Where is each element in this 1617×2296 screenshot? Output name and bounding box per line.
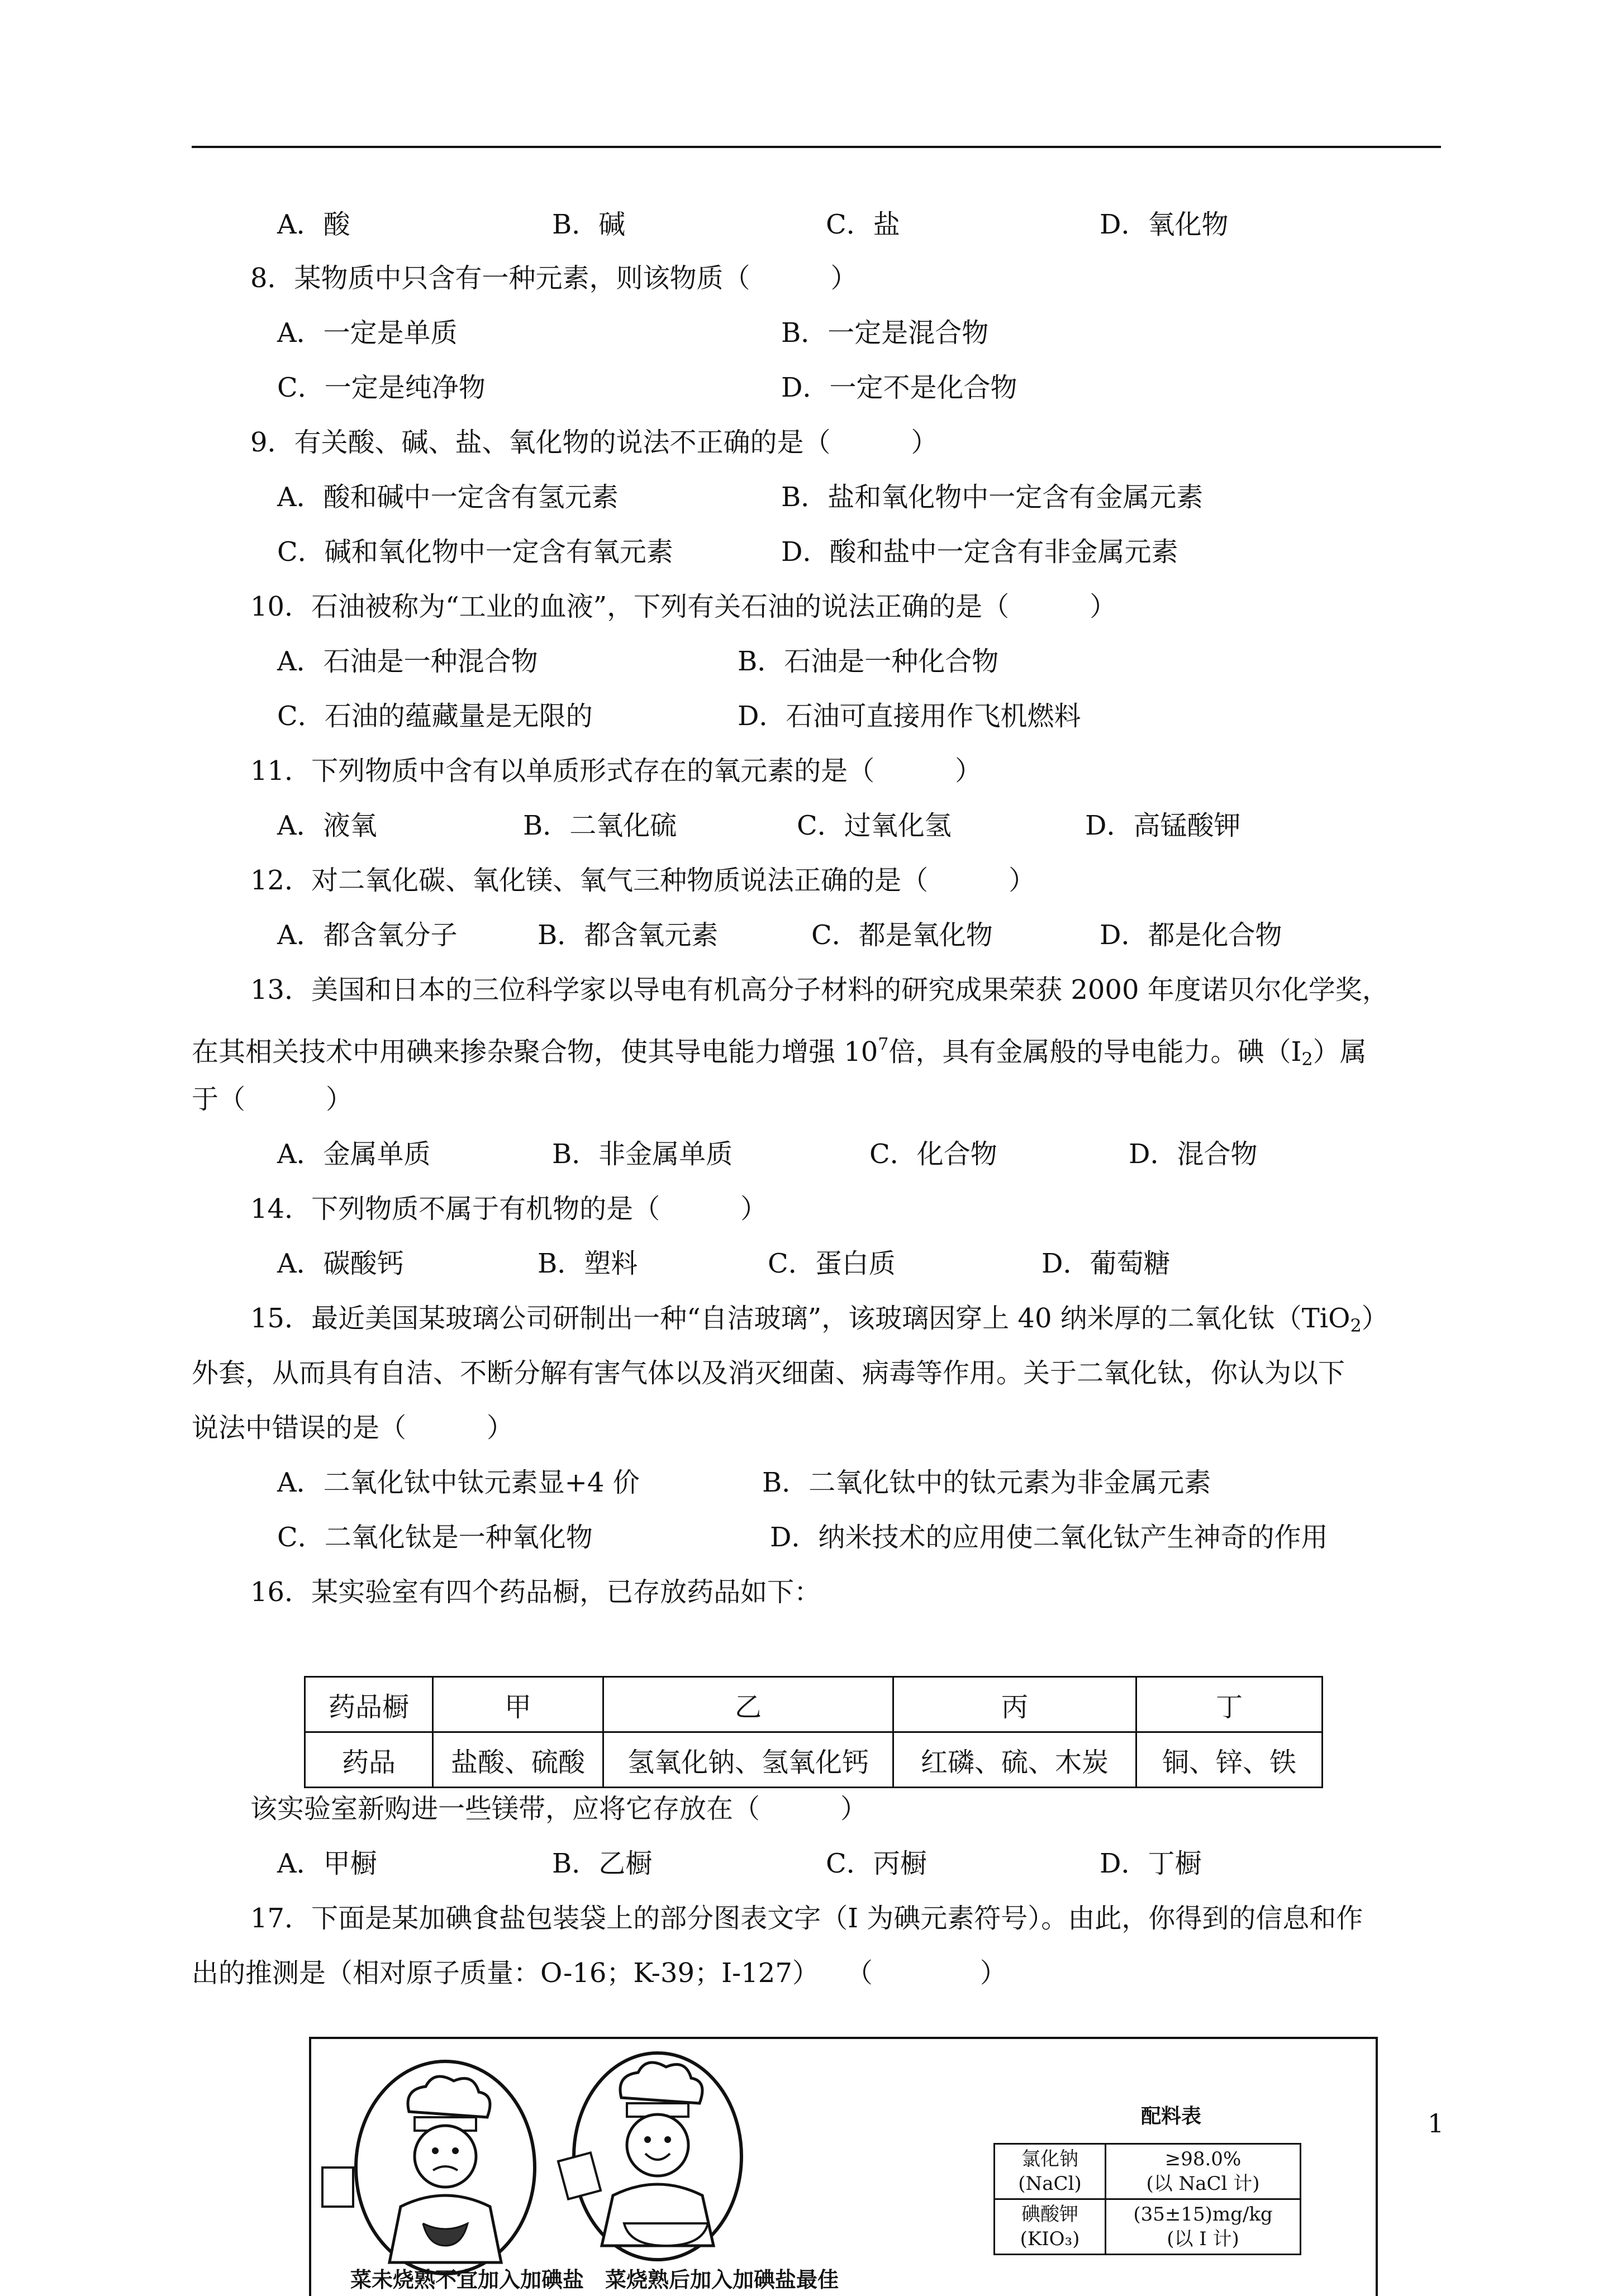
q13-line-2: 在其相关技术中用碘来掺杂聚合物，使其导电能力增强 $10^7$倍，具有金属般的导电能力。碘$(I_2)$属 — [192, 1035, 1367, 1070]
page-number: 1 — [1428, 2108, 1444, 2138]
q15-option-b: B．二氧化钛中的钛元素为非金属元素 — [762, 1467, 1211, 1498]
q12-option-c: C．都是氧化物 — [811, 920, 993, 951]
q11-stem: 11．下列物质中含有以单质形式存在的氧元素的是（ ） — [250, 755, 982, 787]
table-header-cell: 乙 — [603, 1677, 893, 1732]
cabinet-table — [304, 1676, 1323, 1788]
q16-option-b: B．乙橱 — [552, 1848, 653, 1879]
q10-stem: 10．石油被称为“工业的血液”，下列有关石油的说法正确的是（ ） — [250, 591, 1117, 622]
q10-option-a: A．石油是一种混合物 — [277, 646, 538, 677]
q13-option-b: B．非金属单质 — [552, 1139, 733, 1170]
table-header-cell: 甲 — [433, 1677, 603, 1732]
q11-option-a: A．液氧 — [277, 810, 377, 841]
ingredients-title: 配料表 — [1141, 2104, 1202, 2128]
table-header-cell: 丁 — [1136, 1677, 1323, 1732]
table-row — [305, 1677, 1323, 1732]
q14-stem: 14．下列物质不属于有机物的是（ ） — [250, 1193, 768, 1225]
q7-option-b: B．碱 — [552, 209, 626, 240]
ingredient-value: ≥98.0% (以 NaCl 计) — [1106, 2144, 1301, 2199]
table-row — [995, 2144, 1301, 2199]
q12-stem: 12．对二氧化碳、氧化镁、氧气三种物质说法正确的是（ ） — [250, 865, 1036, 896]
q15-line-2: 外套，从而具有自洁、不断分解有害气体以及消灭细菌、病毒等作用。关于二氧化钛，你认为以下 — [192, 1357, 1345, 1389]
q11-option-d: D．高锰酸钾 — [1085, 810, 1241, 841]
q13-option-d: D．混合物 — [1129, 1139, 1258, 1170]
q15-line-1: 15．最近美国某玻璃公司研制出一种“自洁玻璃”，该玻璃因穿上 40 纳米厚的二氧化钛（TiO$_2$） — [250, 1303, 1388, 1336]
q17-line-2: 出的推测是（相对原子质量：O-16；K-39；I-127） （ ） — [192, 1957, 1007, 1989]
q7-option-a: A．酸 — [277, 209, 350, 240]
table-header-cell: 丙 — [893, 1677, 1136, 1732]
figure-caption: 菜未烧熟不宜加入加碘盐 菜烧熟后加入加碘盐最佳 — [350, 2267, 839, 2292]
table-cell: 氢氧化钠、氢氧化钙 — [603, 1732, 893, 1788]
q9-option-a: A．酸和碱中一定含有氢元素 — [277, 482, 619, 513]
q7-option-d: D．氧化物 — [1100, 209, 1229, 240]
q15-option-a: A．二氧化钛中钛元素显+4 价 — [277, 1467, 640, 1498]
q16-option-d: D．丁橱 — [1100, 1848, 1202, 1879]
q14-option-c: C．蛋白质 — [768, 1248, 896, 1279]
q14-option-a: A．碳酸钙 — [277, 1248, 404, 1279]
q10-option-b: B．石油是一种化合物 — [738, 646, 999, 677]
q9-option-b: B．盐和氧化物中一定含有金属元素 — [781, 482, 1204, 513]
q13-line-1: 13．美国和日本的三位科学家以导电有机高分子材料的研究成果荣获 2000 年度诺贝尔化学奖， — [250, 974, 1389, 1006]
q9-stem: 9．有关酸、碱、盐、氧化物的说法不正确的是（ ） — [250, 427, 938, 458]
q9-option-c: C．碱和氧化物中一定含有氧元素 — [277, 536, 673, 568]
q8-option-b: B．一定是混合物 — [781, 317, 989, 349]
q9-option-d: D．酸和盐中一定含有非金属元素 — [781, 536, 1178, 568]
q16-option-a: A．甲橱 — [277, 1848, 377, 1879]
ingredient-value: (35±15)mg/kg (以 I 计) — [1106, 2199, 1301, 2255]
q8-option-d: D．一定不是化合物 — [781, 372, 1017, 403]
q11-option-b: B．二氧化硫 — [523, 810, 677, 841]
table-cell: 盐酸、硫酸 — [433, 1732, 603, 1788]
q12-option-b: B．都含氧元素 — [538, 920, 719, 951]
q16-option-c: C．丙橱 — [826, 1848, 927, 1879]
chef-left-icon — [322, 2061, 535, 2274]
q13-line-3: 于（ ） — [192, 1084, 353, 1115]
q16-stem: 16．某实验室有四个药品橱，已存放药品如下： — [250, 1576, 821, 1608]
ingredient-name: 碘酸钾 (KIO₃) — [995, 2199, 1106, 2255]
q14-option-b: B．塑料 — [538, 1248, 638, 1279]
table-cell: 红磷、硫、木炭 — [893, 1732, 1136, 1788]
q12-option-d: D．都是化合物 — [1100, 920, 1282, 951]
table-row — [305, 1732, 1323, 1788]
q11-option-c: C．过氧化氢 — [797, 810, 952, 841]
q10-option-c: C．石油的蕴藏量是无限的 — [277, 701, 593, 732]
q8-option-c: C．一定是纯净物 — [277, 372, 486, 403]
q15-option-c: C．二氧化钛是一种氧化物 — [277, 1522, 593, 1553]
q8-stem: 8．某物质中只含有一种元素，则该物质（ ） — [250, 263, 858, 294]
q15-option-d: D．纳米技术的应用使二氧化钛产生神奇的作用 — [770, 1522, 1328, 1553]
q15-line-3: 说法中错误的是（ ） — [192, 1412, 514, 1444]
q10-option-d: D．石油可直接用作飞机燃料 — [738, 701, 1081, 732]
q14-option-d: D．葡萄糖 — [1041, 1248, 1171, 1279]
ingredient-name: 氯化钠 (NaCl) — [995, 2144, 1106, 2199]
q8-option-a: A．一定是单质 — [277, 317, 458, 349]
chef-right-icon — [558, 2053, 741, 2260]
header-rule — [192, 146, 1441, 148]
q17-line-1: 17．下面是某加碘食盐包装袋上的部分图表文字（I 为碘元素符号）。由此，你得到的信息和作 — [250, 1903, 1363, 1934]
table-header-cell: 药品橱 — [305, 1677, 433, 1732]
q12-option-a: A．都含氧分子 — [277, 920, 458, 951]
table-cell: 铜、锌、铁 — [1136, 1732, 1323, 1788]
table-row — [995, 2199, 1301, 2255]
q13-option-c: C．化合物 — [869, 1139, 997, 1170]
table-cell: 药品 — [305, 1732, 433, 1788]
q16-after: 该实验室新购进一些镁带，应将它存放在（ ） — [250, 1793, 868, 1825]
ingredients-table — [993, 2143, 1301, 2255]
q7-option-c: C．盐 — [826, 209, 900, 240]
q13-option-a: A．金属单质 — [277, 1139, 431, 1170]
